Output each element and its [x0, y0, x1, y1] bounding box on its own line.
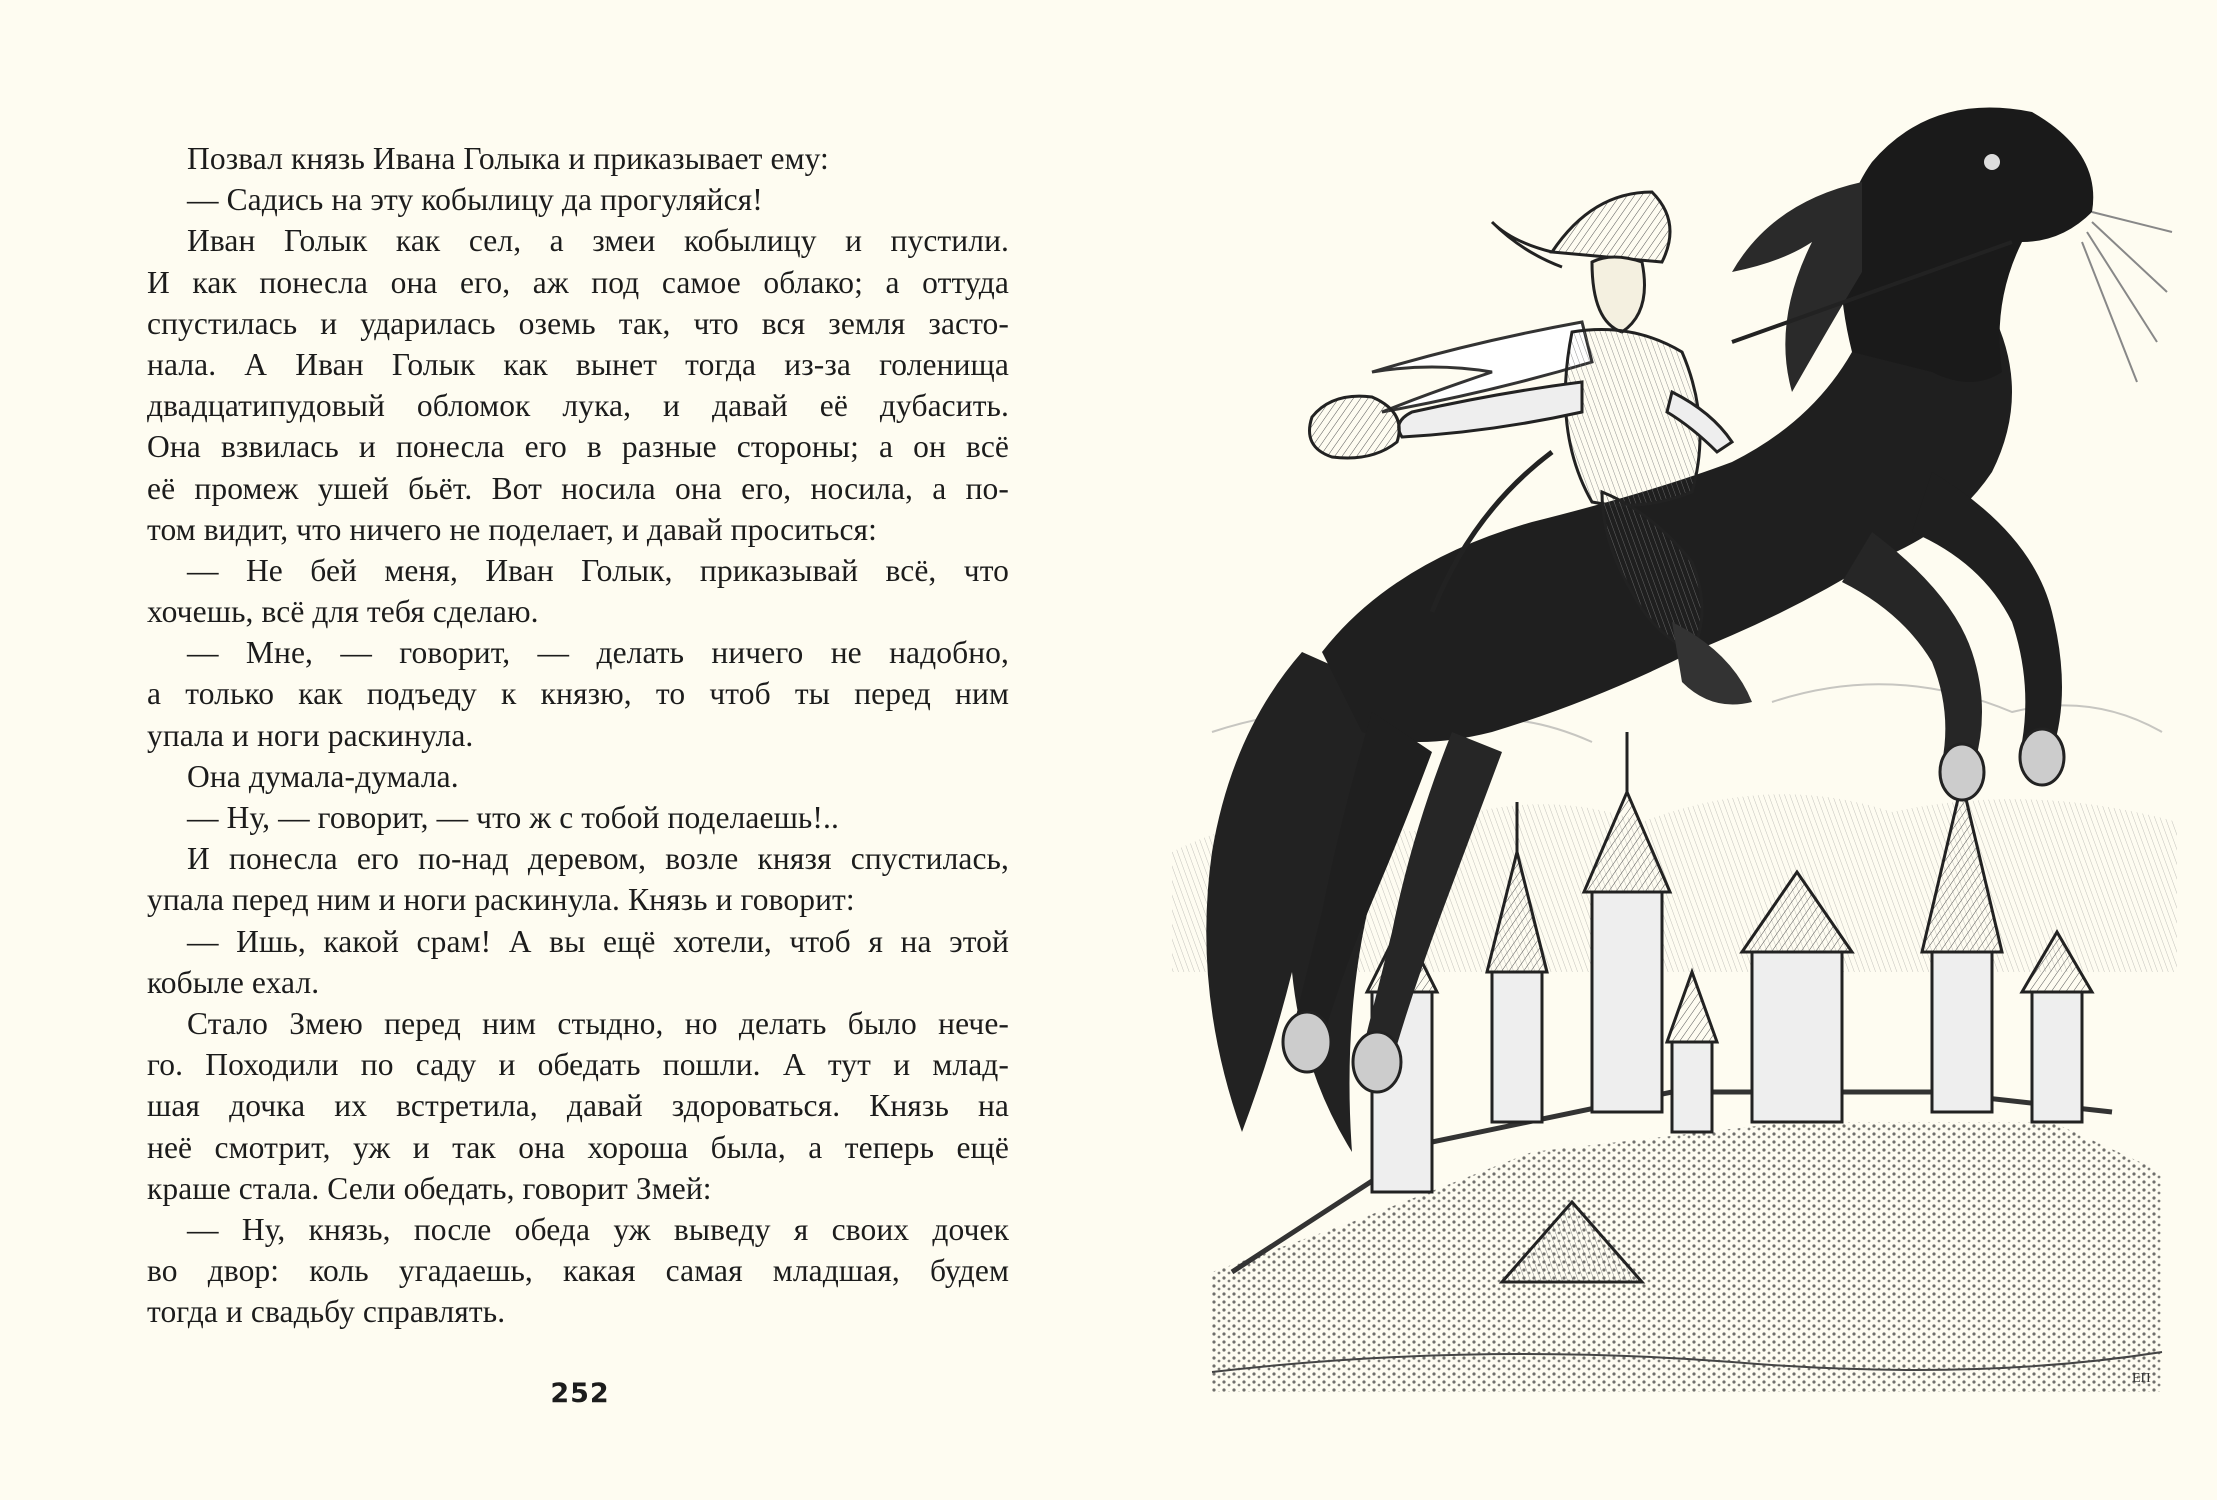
text-line: двадцатипудовый обломок лука, и давай её дубасить. — [147, 388, 1009, 424]
text-line: хочешь, всё для тебя сделаю. — [147, 594, 539, 630]
text-line: неё смотрит, уж и так она хороша была, а теперь ещё — [147, 1129, 1009, 1165]
text-line: упала и ноги раскинула. — [147, 717, 474, 753]
text-line: И понесла его по-над деревом, возле князя спустилась, — [187, 841, 1009, 877]
rider-horse-illustration — [1172, 92, 2177, 1402]
text-line: — Ишь, какой срам! А вы ещё хотели, чтоб я на этой — [187, 923, 1009, 959]
text-line: — Мне, — говорит, — делать ничего не надобно, — [187, 635, 1009, 671]
text-line: И как понесла она его, аж под самое облако; а оттуда — [147, 264, 1009, 300]
text-line: — Не бей меня, Иван Голык, приказывай всё, что — [187, 552, 1009, 588]
svg-text:ЕП: ЕП — [2132, 1371, 2151, 1386]
text-line: краше стала. Сели обедать, говорит Змей: — [147, 1170, 712, 1206]
text-line: Она взвилась и понесла его в разные стороны; а он всё — [147, 429, 1009, 465]
text-line: её промеж ушей бьёт. Вот носила она его, носила, а по- — [147, 470, 1009, 506]
text-line: спустилась и ударилась оземь так, что вся земля засто- — [147, 305, 1009, 341]
text-line: го. Походили по саду и обедать пошли. А тут и млад- — [147, 1047, 1009, 1083]
text-line: шая дочка их встретила, давай здороваться. Князь на — [147, 1088, 1009, 1124]
text-column — [147, 138, 1009, 1332]
text-line: Иван Голык как сел, а змеи кобылицу и пустили. — [187, 223, 1009, 259]
text-line: Она думала-думала. — [187, 758, 459, 794]
text-line: а только как подъеду к князю, то чтоб ты перед ним — [147, 676, 1009, 712]
text-line: — Ну, — говорит, — что ж с тобой поделаешь!.. — [187, 800, 839, 835]
text-line: кобыле ехал. — [147, 964, 320, 1000]
text-line: нала. А Иван Голык как вынет тогда из-за голенища — [147, 346, 1009, 382]
text-line: во двор: коль угадаешь, какая самая младшая, будем — [147, 1253, 1009, 1289]
page-number: 252 — [550, 1378, 610, 1409]
text-line: упала перед ним и ноги раскинула. Князь и говорит: — [147, 882, 855, 918]
text-line: — Садись на эту кобылицу да прогуляйся! — [187, 182, 763, 218]
text-line: том видит, что ничего не поделает, и давай проситься: — [147, 511, 877, 547]
text-line: тогда и свадьбу справлять. — [147, 1294, 506, 1330]
text-line: Позвал князь Ивана Голыка и приказывает ему: — [187, 141, 829, 176]
text-line: Стало Змею перед ним стыдно, но делать было нече- — [187, 1005, 1009, 1041]
text-line: — Ну, князь, после обеда уж выведу я своих дочек — [187, 1211, 1009, 1247]
